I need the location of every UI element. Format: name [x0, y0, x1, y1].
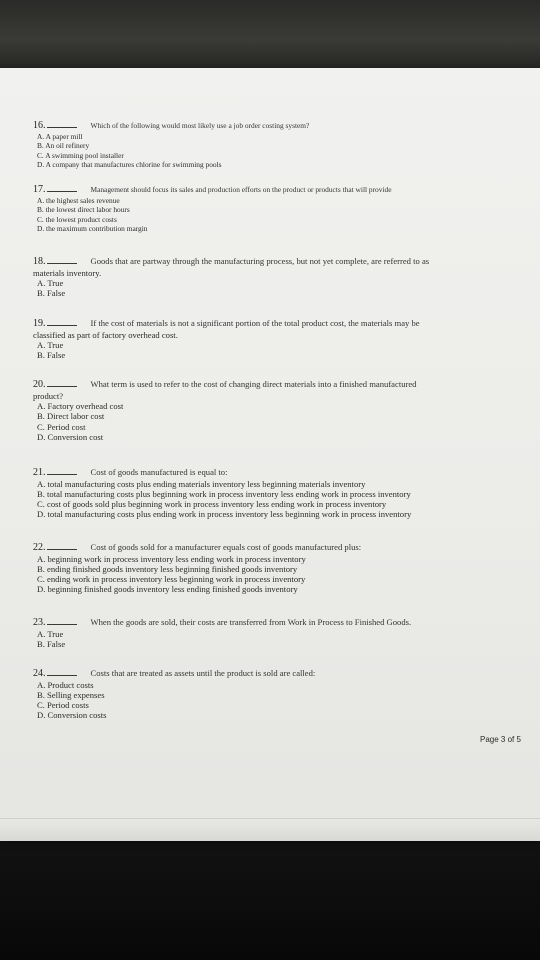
question-17-text: Management should focus its sales and production efforts on the product or products that will provide: [90, 185, 392, 194]
question-16-option-c: C. A swimming pool installer: [37, 150, 124, 160]
question-16-option-d: D. A company that manufactures chlorine for swimming pools: [37, 160, 222, 170]
answer-blank-18: [47, 256, 77, 264]
question-22-number: 22.: [33, 542, 46, 553]
question-20-option-a: A. Factory overhead cost: [37, 401, 124, 412]
question-23-text: When the goods are sold, their costs are transferred from Work in Process to Finished Goods.: [90, 617, 412, 627]
answer-blank-20: [47, 379, 77, 387]
question-22-stem: [33, 542, 513, 554]
answer-blank-16: [47, 120, 77, 128]
question-16-text: Which of the following would most likely use a job order costing system?: [90, 121, 310, 130]
question-21: [33, 467, 513, 519]
question-21-text: Cost of goods manufactured is equal to:: [90, 467, 228, 477]
question-24: [33, 668, 513, 720]
question-19-stem: [33, 318, 513, 330]
question-20-option-d: D. Conversion cost: [37, 431, 104, 442]
question-24-options: [37, 680, 513, 721]
question-18-options: [37, 278, 513, 298]
page-number: Page 3 of 5: [480, 735, 521, 744]
question-24-option-d: D. Conversion costs: [37, 710, 107, 721]
question-20-continuation: product?: [33, 390, 64, 401]
question-24-stem: [33, 668, 513, 680]
answer-blank-17: [47, 184, 77, 192]
question-19-options: [37, 340, 513, 360]
question-23-option-b: B. False: [37, 638, 66, 649]
question-23-option-a: A. True: [37, 628, 64, 639]
page-bottom-edge: [0, 818, 540, 841]
question-16-number: 16.: [33, 120, 46, 131]
question-16-stem: [33, 120, 513, 132]
question-24-number: 24.: [33, 668, 46, 679]
question-19-continuation: classified as part of factory overhead cost.: [33, 329, 178, 340]
question-17-option-b: B. the lowest direct labor hours: [37, 205, 130, 215]
question-17-options: [37, 196, 513, 234]
question-21-option-a: A. total manufacturing costs plus ending materials inventory less beginning materials inventory: [37, 478, 366, 489]
question-23-number: 23.: [33, 617, 46, 628]
question-20-option-c: C. Period cost: [37, 421, 86, 432]
question-16: [33, 120, 513, 170]
question-23: [33, 617, 513, 649]
question-17-number: 17.: [33, 184, 46, 195]
question-16-options: [37, 132, 513, 170]
question-19-text: If the cost of materials is not a significant portion of the total product cost, the materials may be: [90, 318, 420, 328]
question-16-option-b: B. An oil refinery: [37, 141, 90, 151]
question-21-number: 21.: [33, 467, 46, 478]
question-21-option-d: D. total manufacturing costs plus ending work in process inventory less beginning work in process inventory: [37, 509, 412, 520]
question-24-option-a: A. Product costs: [37, 679, 94, 690]
answer-blank-19: [47, 318, 77, 326]
question-18-continuation: materials inventory.: [33, 267, 102, 278]
question-23-stem: [33, 617, 513, 629]
question-24-option-c: C. Period costs: [37, 700, 89, 710]
question-17-stem: [33, 184, 513, 196]
question-18: [33, 256, 513, 299]
question-21-stem: [33, 467, 513, 479]
question-20-text: What term is used to refer to the cost of changing direct materials into a finished manufactured: [90, 379, 417, 389]
question-19-option-a: A. True: [37, 340, 64, 351]
question-17: [33, 184, 513, 234]
question-22-option-a: A. beginning work in process inventory less ending work in process inventory: [37, 553, 306, 564]
question-18-number: 18.: [33, 256, 46, 267]
question-19-number: 19.: [33, 318, 46, 329]
question-17-option-c: C. the lowest product costs: [37, 214, 117, 224]
question-20-stem: [33, 379, 513, 391]
question-18-option-a: A. True: [37, 278, 64, 289]
answer-blank-23: [47, 617, 77, 625]
question-18-option-b: B. False: [37, 288, 66, 299]
question-18-stem: [33, 256, 513, 268]
question-23-options: [37, 629, 513, 649]
question-22-option-b: B. ending finished goods inventory less beginning finished goods inventory: [37, 563, 298, 574]
question-18-text: Goods that are partway through the manufacturing process, but not yet complete, are referred to as: [90, 256, 430, 266]
question-19-option-b: B. False: [37, 350, 66, 361]
question-19: [33, 318, 513, 361]
answer-blank-24: [47, 668, 77, 676]
answer-blank-21: [47, 467, 77, 475]
question-24-option-b: B. Selling expenses: [37, 689, 105, 700]
question-16-option-a: A. A paper mill: [37, 131, 83, 141]
question-22-text: Cost of goods sold for a manufacturer equals cost of goods manufactured plus:: [90, 542, 362, 552]
question-20: [33, 379, 513, 442]
question-20-option-b: B. Direct labor cost: [37, 411, 105, 422]
question-21-option-c: C. cost of goods sold plus beginning work in process inventory less ending work in process inventory: [37, 499, 387, 509]
question-22-option-d: D. beginning finished goods inventory less ending finished goods inventory: [37, 584, 298, 595]
question-20-options: [37, 401, 513, 442]
question-20-number: 20.: [33, 379, 46, 390]
question-17-option-d: D. the maximum contribution margin: [37, 224, 148, 234]
question-21-option-b: B. total manufacturing costs plus beginning work in process inventory less ending work in process inventory: [37, 488, 411, 499]
question-17-option-a: A. the highest sales revenue: [37, 195, 120, 205]
question-22-options: [37, 554, 513, 595]
question-22: [33, 542, 513, 594]
question-21-options: [37, 479, 513, 520]
question-24-text: Costs that are treated as assets until the product is sold are called:: [90, 668, 316, 678]
question-22-option-c: C. ending work in process inventory less beginning work in process inventory: [37, 574, 306, 584]
answer-blank-22: [47, 542, 77, 550]
